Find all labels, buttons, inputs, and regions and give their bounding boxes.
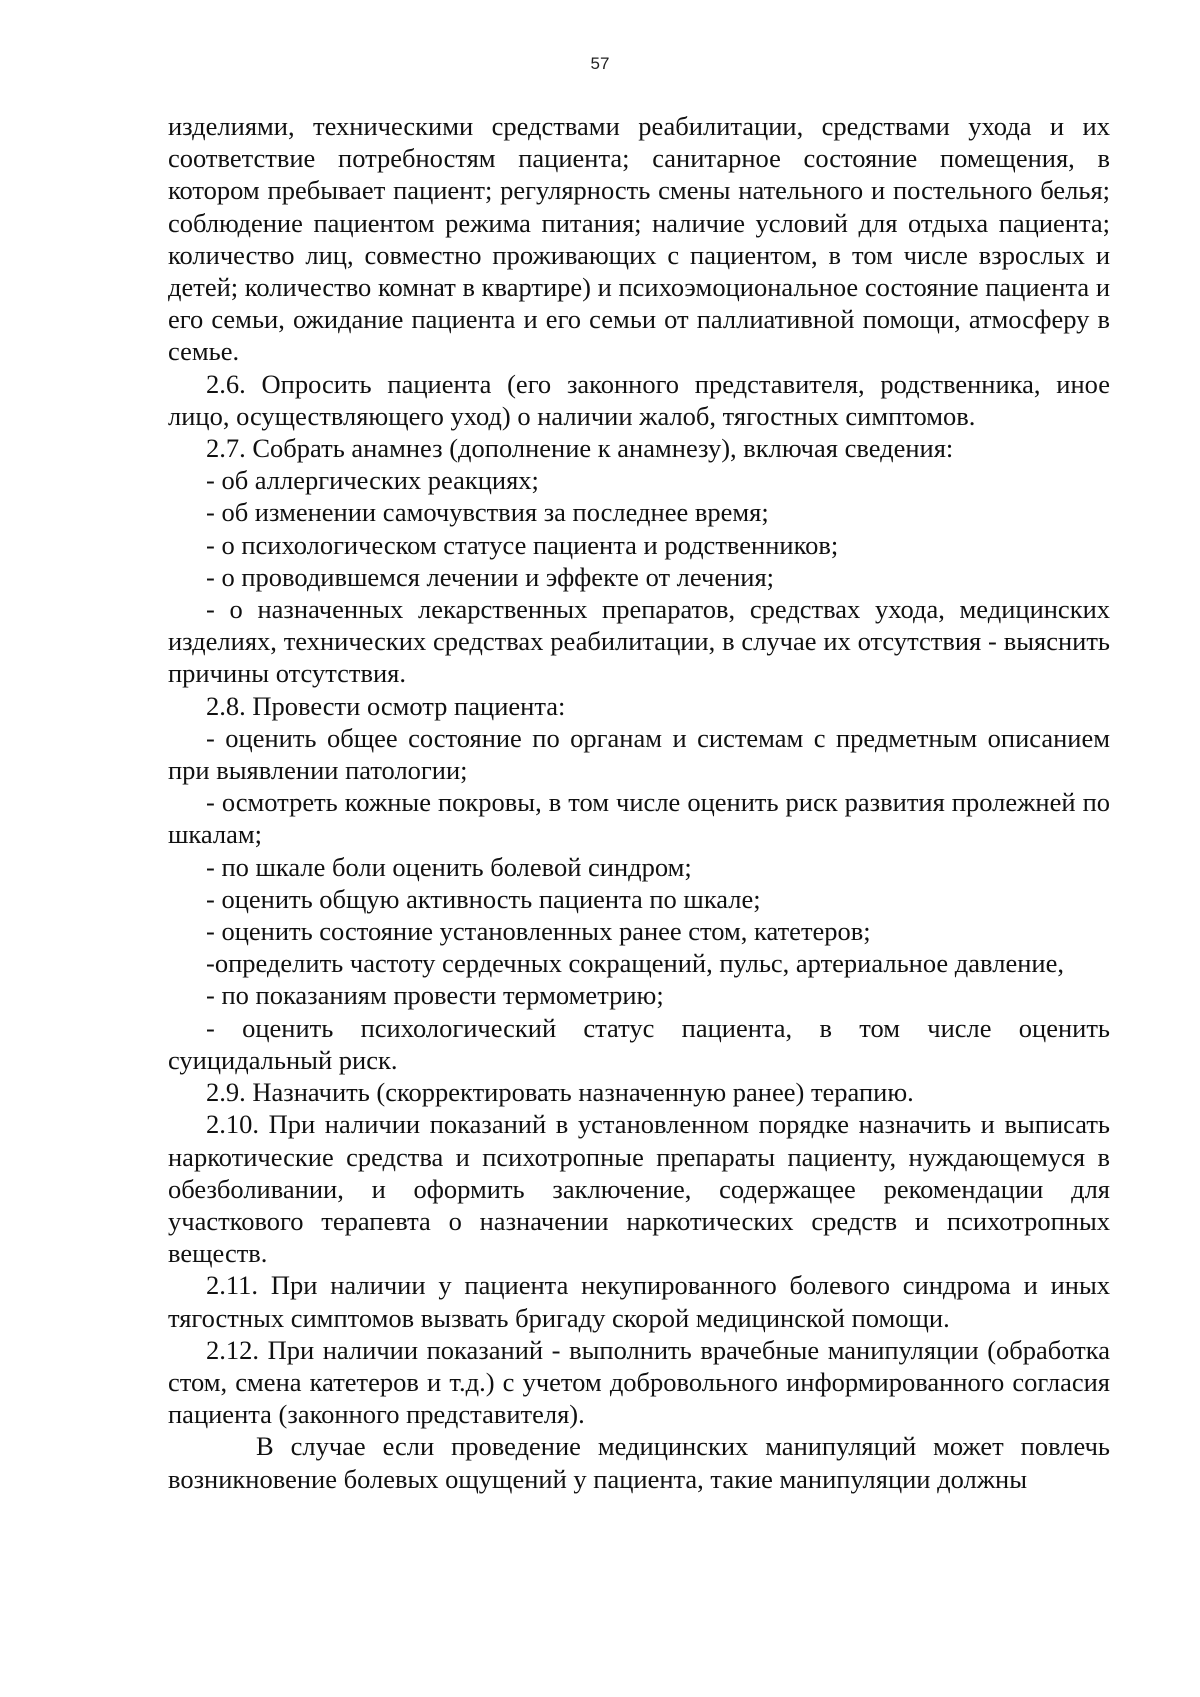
page-number: 57 <box>590 54 610 73</box>
document-body <box>168 110 1110 1495</box>
list-item: - о психологическом статусе пациента и родственников; <box>206 529 839 560</box>
paragraph-final: В случае если проведение медицинских манипуляций может повлечь возникновение болевых ощущений у пациента, такие манипуляции должны <box>168 1431 1110 1494</box>
list-item: - по шкале боли оценить болевой синдром; <box>206 851 692 882</box>
paragraph-2-12: 2.12. При наличии показаний - выполнить врачебные манипуляции (обработка стом, смена катетеров и т.д.) с учетом добровольного информированного согласия пациента (законного представителя). <box>168 1334 1110 1430</box>
paragraph-continuation: изделиями, техническими средствами реабилитации, средствами ухода и их соответствие потребностям пациента; санитарное состояние помещения, в котором пребывает пациент; регулярность смены нательного и постельного белья; соблюдение пациентом режима питания; наличие условий для отдыха пациента; количество лиц, совместно проживающих с пациентом, в том числе взрослых и детей; количество комнат в квартире) и психоэмоциональное состояние пациента и его семьи, ожидание пациента и его семьи от паллиативной помощи, атмосферу в семье. <box>168 111 1110 367</box>
list-item: - осмотреть кожные покровы, в том числе оценить риск развития пролежней по шкалам; <box>168 787 1110 850</box>
list-item: -определить частоту сердечных сокращений, пульс, артериальное давление, <box>206 948 1064 979</box>
paragraph-2-9: 2.9. Назначить (скорректировать назначенную ранее) терапию. <box>206 1077 914 1108</box>
list-item: - оценить общее состояние по органам и системам с предметным описанием при выявлении патологии; <box>168 722 1110 786</box>
paragraph-2-10: 2.10. При наличии показаний в установленном порядке назначить и выписать наркотические средства и психотропные препараты пациенту, нуждающемуся в обезболивании, и оформить заключение, содержащее рекомендации для участкового терапевта о назначении наркотических средств и психотропных веществ. <box>168 1109 1110 1269</box>
paragraph-2-11: 2.11. При наличии у пациента некупированного болевого синдрома и иных тягостных симптомов вызвать бригаду скорой медицинской помощи. <box>168 1270 1110 1333</box>
paragraph-2-8: 2.8. Провести осмотр пациента: <box>206 690 566 721</box>
list-item: - оценить психологический статус пациента, в том числе оценить суицидальный риск. <box>168 1012 1110 1075</box>
list-item: - о проводившемся лечении и эффекте от лечения; <box>206 561 775 592</box>
list-item: - по показаниям провести термометрию; <box>206 980 664 1011</box>
list-item: - оценить состояние установленных ранее стом, катетеров; <box>206 916 871 947</box>
list-item: - об изменении самочувствия за последнее время; <box>206 497 769 528</box>
list-item: - о назначенных лекарственных препаратов, средствах ухода, медицинских изделиях, технических средствах реабилитации, в случае их отсутствия - выяснить причины отсутствия. <box>168 594 1110 689</box>
paragraph-2-6: 2.6. Опросить пациента (его законного представителя, родственника, иное лицо, осуществляющего уход) о наличии жалоб, тягостных симптомов. <box>168 368 1110 431</box>
paragraph-2-7: 2.7. Собрать анамнез (дополнение к анамнезу), включая сведения: <box>206 433 954 464</box>
list-item: - оценить общую активность пациента по шкале; <box>206 883 761 914</box>
list-item: - об аллергических реакциях; <box>206 465 539 496</box>
